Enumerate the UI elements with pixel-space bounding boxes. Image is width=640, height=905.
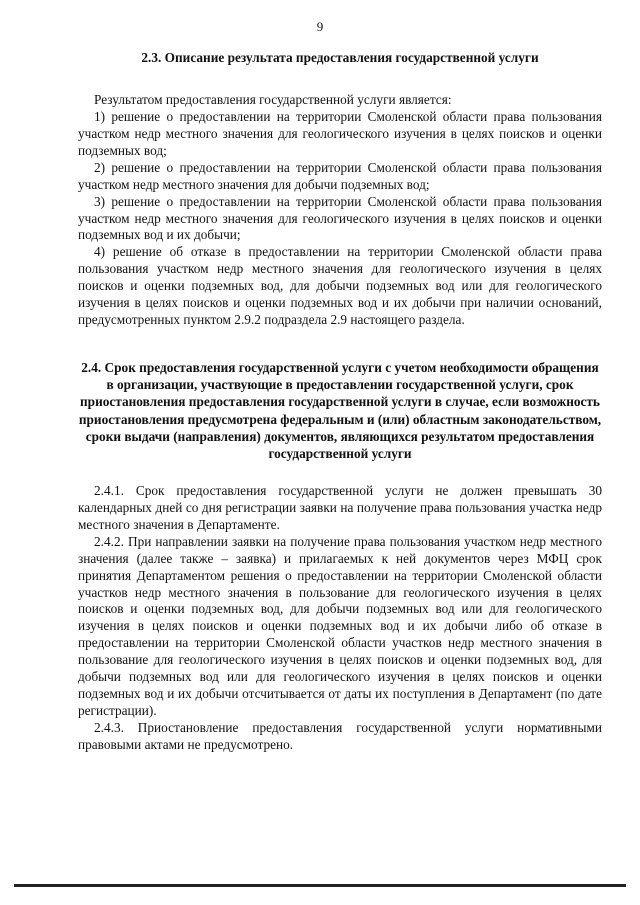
section-2-3-heading: 2.3. Описание результата предоставления государственной услуги: [141, 50, 539, 65]
paragraph-2-4-3: 2.4.3. Приостановление предоставления государственной услуги нормативными правовыми актами не предусмотрено.: [78, 719, 602, 752]
section-2-4-heading: 2.4. Срок предоставления государственной услуги с учетом необходимости обращения в организации, участвующие в предоставлении государственной услуги, срок приостановления предоставления государственной услуги в случае, если возможность приостановления предусмотрена федеральным и (или) областным законодательством, сроки выдачи (направления) документов, являющихся результатом предоставления государственной услуги: [78, 359, 602, 461]
paragraph-2-4-2: 2.4.2. При направлении заявки на получение права пользования участком недр местного значения (далее также – заявка) и прилагаемых к ней документов через МФЦ срок принятия Департаментом решения о предоставлении на территории Смоленской области участков недр местного значения в пользование для геологического изучения в целях поисков и оценки подземных вод, для добычи подземных вод или для геологического изучения в целях поисков и оценки подземных вод и их добычи либо об отказе в предоставлении на территории Смоленской области участков недр местного значения в пользование для геологического изучения в целях поисков и оценки подземных вод, для добычи подземных вод или для геологического изучения в целях поисков и оценки подземных вод и их добычи отсчитывается от даты их поступления в Департамент (по дате регистрации).: [78, 533, 602, 718]
paragraph-2-4-1: 2.4.1. Срок предоставления государственной услуги не должен превышать 30 календарных дней со дня регистрации заявки на получение права пользования участка недр местного значения в Департаменте.: [78, 483, 602, 532]
result-item-2: 2) решение о предоставлении на территории Смоленской области права пользования участком недр местного значения для добычи подземных вод;: [78, 159, 602, 192]
result-item-3: 3) решение о предоставлении на территории Смоленской области права пользования участком недр местного значения для геологического изучения в целях поисков и оценки подземных вод и их добычи;: [78, 193, 602, 243]
page-number: 9: [316, 19, 324, 34]
document-body: [78, 49, 602, 754]
section-2-3-intro: Результатом предоставления государственной услуги является:: [94, 92, 452, 108]
bottom-edge-line: [14, 884, 626, 887]
result-item-1: 1) решение о предоставлении на территории Смоленской области права пользования участком недр местного значения для геологического изучения в целях поисков и оценки подземных вод;: [78, 109, 602, 158]
result-item-4: 4) решение об отказе в предоставлении на территории Смоленской области права пользования участком недр местного значения для геологического изучения в целях поисков и оценки подземных вод, для добычи подземных вод или для геологического изучения в целях поисков и оценки подземных вод и их добычи при наличии оснований, предусмотренных пунктом 2.9.2 подраздела 2.9 настоящего раздела.: [78, 244, 602, 327]
